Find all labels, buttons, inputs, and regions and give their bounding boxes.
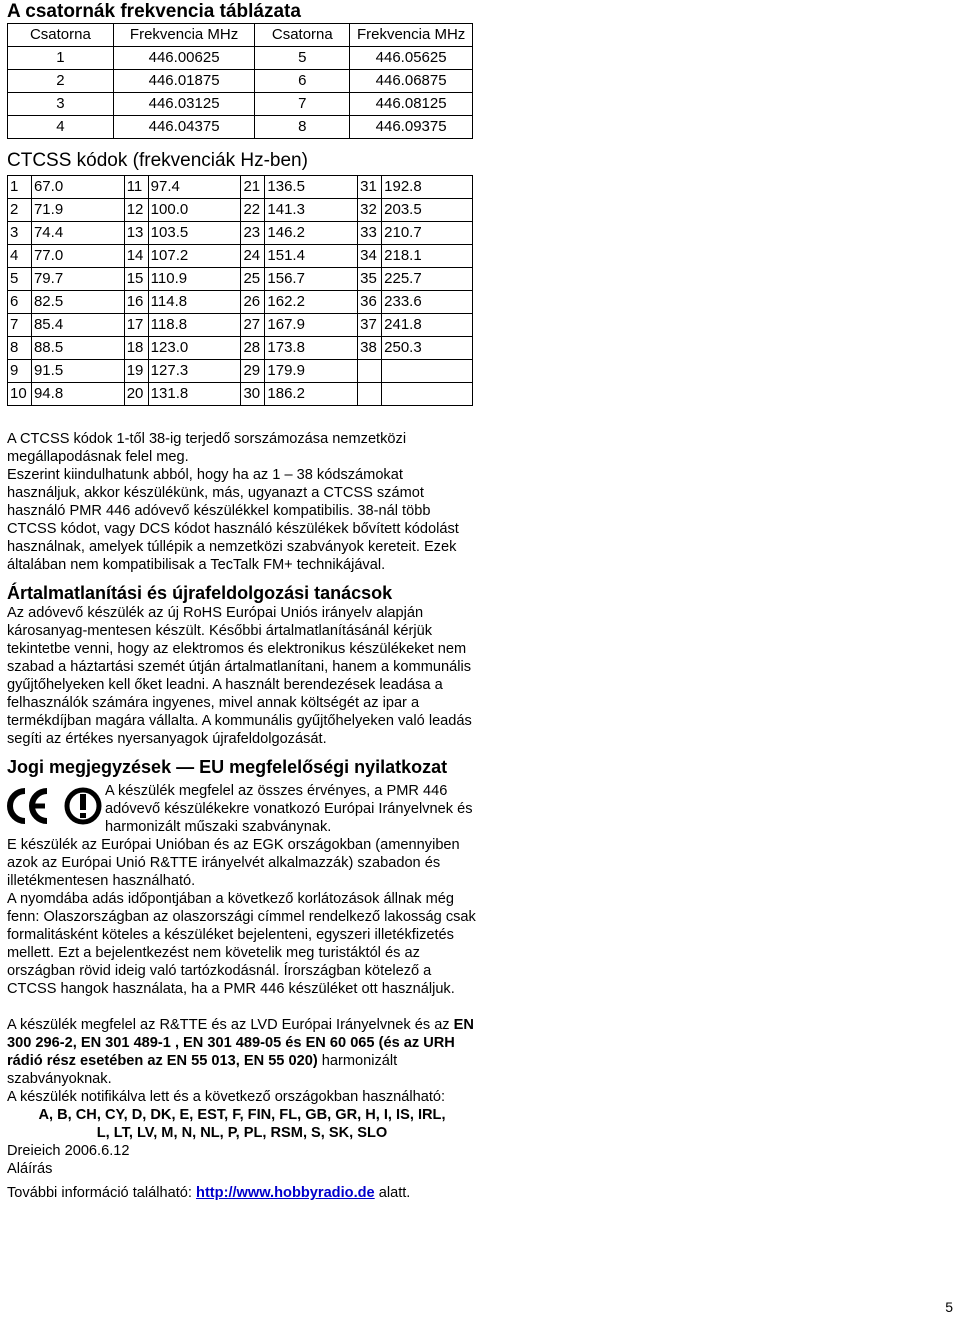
table-cell: 8 <box>255 116 350 139</box>
table-cell: 7 <box>255 93 350 116</box>
ctcss-code-cell: 8 <box>8 337 32 360</box>
more-info-post: alatt. <box>378 1185 411 1201</box>
ctcss-title: CTCSS kódok (frekvenciák Hz-ben) <box>7 150 308 171</box>
table-cell: 6 <box>255 70 350 93</box>
ctcss-code-cell: 35 <box>358 268 382 291</box>
ctcss-code-cell: 6 <box>8 291 32 314</box>
frequency-table <box>7 23 473 139</box>
ctcss-frequency-cell <box>382 360 473 383</box>
ctcss-code-cell: 2 <box>8 199 32 222</box>
table-cell: 446.08125 <box>350 93 473 116</box>
table-cell: 446.09375 <box>350 116 473 139</box>
disposal-title: Ártalmatlanítási és újrafeldolgozási tanácsok <box>7 583 393 603</box>
table-cell: 5 <box>255 47 350 70</box>
ctcss-frequency-cell: 88.5 <box>31 337 124 360</box>
ctcss-frequency-cell: 156.7 <box>265 268 358 291</box>
ctcss-frequency-cell: 114.8 <box>148 291 241 314</box>
ctcss-frequency-cell: 250.3 <box>382 337 473 360</box>
ctcss-frequency-cell: 97.4 <box>148 176 241 199</box>
ctcss-frequency-cell: 100.0 <box>148 199 241 222</box>
ctcss-note-1: A CTCSS kódok 1-től 38-ig terjedő sorszámozása nemzetközi megállapodásnak felel meg. <box>7 431 407 465</box>
ctcss-note-2: Eszerint kiindulhatunk abból, hogy ha az 1 – 38 kódszámokat használjuk, akkor készülékünk, más, ugyanazt a CTCSS számot használó PMR 446 adóvevő készülékkel kompatibilis. 38-nál több CTCSS kódot, vagy DCS kódot használó készülékek bővített kódolást használnak, amelyek túllépik a nemzetközi szabványok kereteit. Ezek általában nem kompatibilisak a TecTalk FM+ technikájával. <box>7 467 459 573</box>
table-row <box>8 116 473 139</box>
ctcss-frequency-cell: 173.8 <box>265 337 358 360</box>
ctcss-code-cell: 34 <box>358 245 382 268</box>
ctcss-frequency-cell: 167.9 <box>265 314 358 337</box>
ctcss-frequency-cell: 141.3 <box>265 199 358 222</box>
table-cell: 446.05625 <box>350 47 473 70</box>
ctcss-code-cell: 1 <box>8 176 32 199</box>
more-info-pre: További információ található: <box>7 1185 192 1201</box>
countries-line-2: L, LT, LV, M, N, NL, P, PL, RSM, S, SK, SLO <box>96 1125 388 1141</box>
table-row <box>8 360 473 383</box>
ce-mark-icon <box>7 786 102 826</box>
table-row <box>8 268 473 291</box>
ctcss-code-cell: 33 <box>358 222 382 245</box>
legal-title: Jogi megjegyzések — EU megfelelőségi nyilatkozat <box>7 757 448 777</box>
legal-paragraph-2: A nyomdába adás időpontjában a következő korlátozások állnak még fenn: Olaszországban az olaszországi címmel rendelkező lakosság csak formalitásként köteles a készüléket bejelenteni, egyszeri illetékfizetés mellett. Ezt a bejelentkezést nem követelik meg turistáktól és az országban rövid ideig való tartózkodásnál. Írországban kötelező a CTCSS hangok használata, ha a PMR 446 készüléket ott használjuk. <box>7 891 476 997</box>
ctcss-code-cell: 16 <box>124 291 148 314</box>
ctcss-frequency-cell: 192.8 <box>382 176 473 199</box>
table-row <box>8 245 473 268</box>
ctcss-table <box>7 175 473 406</box>
ce-text: A készülék megfelel az összes érvényes, a PMR 446 adóvevő készülékekre vonatkozó Európai Irányelvnek és harmonizált műszaki szabványnak. <box>105 783 473 835</box>
table-cell: 1 <box>8 47 114 70</box>
header-cell: Csatorna <box>255 24 350 47</box>
standards-list: EN 300 296-2, EN 301 489-1 , EN 301 489-05 és EN 60 065 (és az URH rádió rész esetében az EN 55 013, EN 55 020) <box>7 1017 474 1069</box>
ctcss-code-cell: 14 <box>124 245 148 268</box>
ctcss-frequency-cell: 151.4 <box>265 245 358 268</box>
table-row <box>8 93 473 116</box>
legal-p3-start: A készülék megfelel az R&TTE és az LVD Európai Irányelvnek és az <box>7 1017 450 1033</box>
ctcss-code-cell: 27 <box>241 314 265 337</box>
ctcss-code-cell: 18 <box>124 337 148 360</box>
table-row <box>8 291 473 314</box>
ctcss-frequency-cell: 123.0 <box>148 337 241 360</box>
header-cell: Csatorna <box>8 24 114 47</box>
ctcss-code-cell: 22 <box>241 199 265 222</box>
ctcss-code-cell: 29 <box>241 360 265 383</box>
signature-label: Aláírás <box>7 1161 53 1177</box>
ctcss-frequency-cell: 77.0 <box>31 245 124 268</box>
header-cell: Frekvencia MHz <box>350 24 473 47</box>
ctcss-code-cell: 24 <box>241 245 265 268</box>
table-cell: 446.00625 <box>113 47 255 70</box>
ctcss-frequency-cell: 110.9 <box>148 268 241 291</box>
ctcss-code-cell: 13 <box>124 222 148 245</box>
ctcss-frequency-cell: 225.7 <box>382 268 473 291</box>
table-row <box>8 383 473 406</box>
table-row <box>8 47 473 70</box>
ctcss-code-cell: 5 <box>8 268 32 291</box>
table-cell: 446.03125 <box>113 93 255 116</box>
ctcss-frequency-cell: 136.5 <box>265 176 358 199</box>
ctcss-frequency-cell: 103.5 <box>148 222 241 245</box>
table-cell: 4 <box>8 116 114 139</box>
ctcss-code-cell: 3 <box>8 222 32 245</box>
ctcss-frequency-cell: 146.2 <box>265 222 358 245</box>
ctcss-frequency-cell: 107.2 <box>148 245 241 268</box>
ctcss-frequency-cell: 79.7 <box>31 268 124 291</box>
table-row <box>8 176 473 199</box>
ctcss-frequency-cell: 91.5 <box>31 360 124 383</box>
ctcss-code-cell: 21 <box>241 176 265 199</box>
ctcss-frequency-cell: 71.9 <box>31 199 124 222</box>
ctcss-code-cell <box>358 383 382 406</box>
ctcss-code-cell: 9 <box>8 360 32 383</box>
table-header-row <box>8 24 473 47</box>
ctcss-frequency-cell: 127.3 <box>148 360 241 383</box>
ctcss-code-cell: 10 <box>8 383 32 406</box>
ctcss-frequency-cell: 67.0 <box>31 176 124 199</box>
ctcss-frequency-cell: 210.7 <box>382 222 473 245</box>
table-cell: 446.06875 <box>350 70 473 93</box>
place-date: Dreieich 2006.6.12 <box>7 1143 130 1159</box>
ctcss-frequency-cell: 82.5 <box>31 291 124 314</box>
ctcss-frequency-cell: 233.6 <box>382 291 473 314</box>
ctcss-code-cell: 28 <box>241 337 265 360</box>
table-cell: 446.04375 <box>113 116 255 139</box>
legal-paragraph-4: A készülék notifikálva lett és a következő országokban használható: <box>7 1089 446 1105</box>
page-number: 5 <box>945 1299 953 1315</box>
table-row <box>8 314 473 337</box>
table-row <box>8 199 473 222</box>
ctcss-code-cell: 37 <box>358 314 382 337</box>
disposal-text: Az adóvevő készülék az új RoHS Európai Uniós irányelv alapján károsanyag-mentesen készült. Későbbi ártalmatlanításánál kérjük tekintetbe venni, hogy az elektromos és elektronikus készülékeket nem szabad a háztartási szemét útján ártalmatlanítani, hanem a kommunális gyűjtőhelyeken kell őket leadni. A használt berendezések leadása a felhasználók számára ingyenes, mivel annak költségét az ipar a termékdíjban magára vállalta. A kommunális gyűjtőhelyeken való leadás segíti az értékes nyersanyagok újrafeldolgozását. <box>7 605 472 747</box>
ctcss-frequency-cell: 94.8 <box>31 383 124 406</box>
ctcss-code-cell: 20 <box>124 383 148 406</box>
table-row <box>8 70 473 93</box>
ctcss-frequency-cell <box>382 383 473 406</box>
ctcss-code-cell: 36 <box>358 291 382 314</box>
document-page <box>7 0 477 1202</box>
ctcss-code-cell: 23 <box>241 222 265 245</box>
ce-declaration <box>7 782 477 836</box>
table-cell: 446.01875 <box>113 70 255 93</box>
ctcss-code-cell: 25 <box>241 268 265 291</box>
ctcss-code-cell: 15 <box>124 268 148 291</box>
ctcss-code-cell: 4 <box>8 245 32 268</box>
ctcss-frequency-cell: 131.8 <box>148 383 241 406</box>
legal-paragraph-1: E készülék az Európai Unióban és az EGK országokban (amennyiben azok az Európai Unió R&TTE irányelvét alkalmazzák) szabadon és illetékmentesen használható. <box>7 837 460 889</box>
ctcss-code-cell: 11 <box>124 176 148 199</box>
more-info <box>7 1184 477 1202</box>
ctcss-code-cell: 31 <box>358 176 382 199</box>
ctcss-frequency-cell: 186.2 <box>265 383 358 406</box>
ctcss-frequency-cell: 203.5 <box>382 199 473 222</box>
hobbyradio-link[interactable]: http://www.hobbyradio.de <box>196 1185 375 1201</box>
freq-table-title: A csatornák frekvencia táblázata <box>7 1 301 22</box>
ctcss-frequency-cell: 162.2 <box>265 291 358 314</box>
table-row <box>8 337 473 360</box>
ctcss-code-cell: 38 <box>358 337 382 360</box>
ctcss-frequency-cell: 179.9 <box>265 360 358 383</box>
header-cell: Frekvencia MHz <box>113 24 255 47</box>
legal-paragraph-3 <box>7 1016 477 1088</box>
ctcss-frequency-cell: 85.4 <box>31 314 124 337</box>
ctcss-frequency-cell: 118.8 <box>148 314 241 337</box>
table-cell: 2 <box>8 70 114 93</box>
ctcss-code-cell <box>358 360 382 383</box>
table-row <box>8 222 473 245</box>
ctcss-code-cell: 19 <box>124 360 148 383</box>
ctcss-code-cell: 7 <box>8 314 32 337</box>
ctcss-code-cell: 12 <box>124 199 148 222</box>
table-cell: 3 <box>8 93 114 116</box>
ctcss-code-cell: 26 <box>241 291 265 314</box>
ctcss-frequency-cell: 218.1 <box>382 245 473 268</box>
ctcss-frequency-cell: 74.4 <box>31 222 124 245</box>
ctcss-frequency-cell: 241.8 <box>382 314 473 337</box>
ctcss-code-cell: 30 <box>241 383 265 406</box>
countries-line-1: A, B, CH, CY, D, DK, E, EST, F, FIN, FL, GB, GR, H, I, IS, IRL, <box>38 1107 446 1123</box>
legal-p3-end: harmonizált szabványoknak. <box>7 1053 398 1087</box>
ctcss-code-cell: 32 <box>358 199 382 222</box>
ctcss-code-cell: 17 <box>124 314 148 337</box>
